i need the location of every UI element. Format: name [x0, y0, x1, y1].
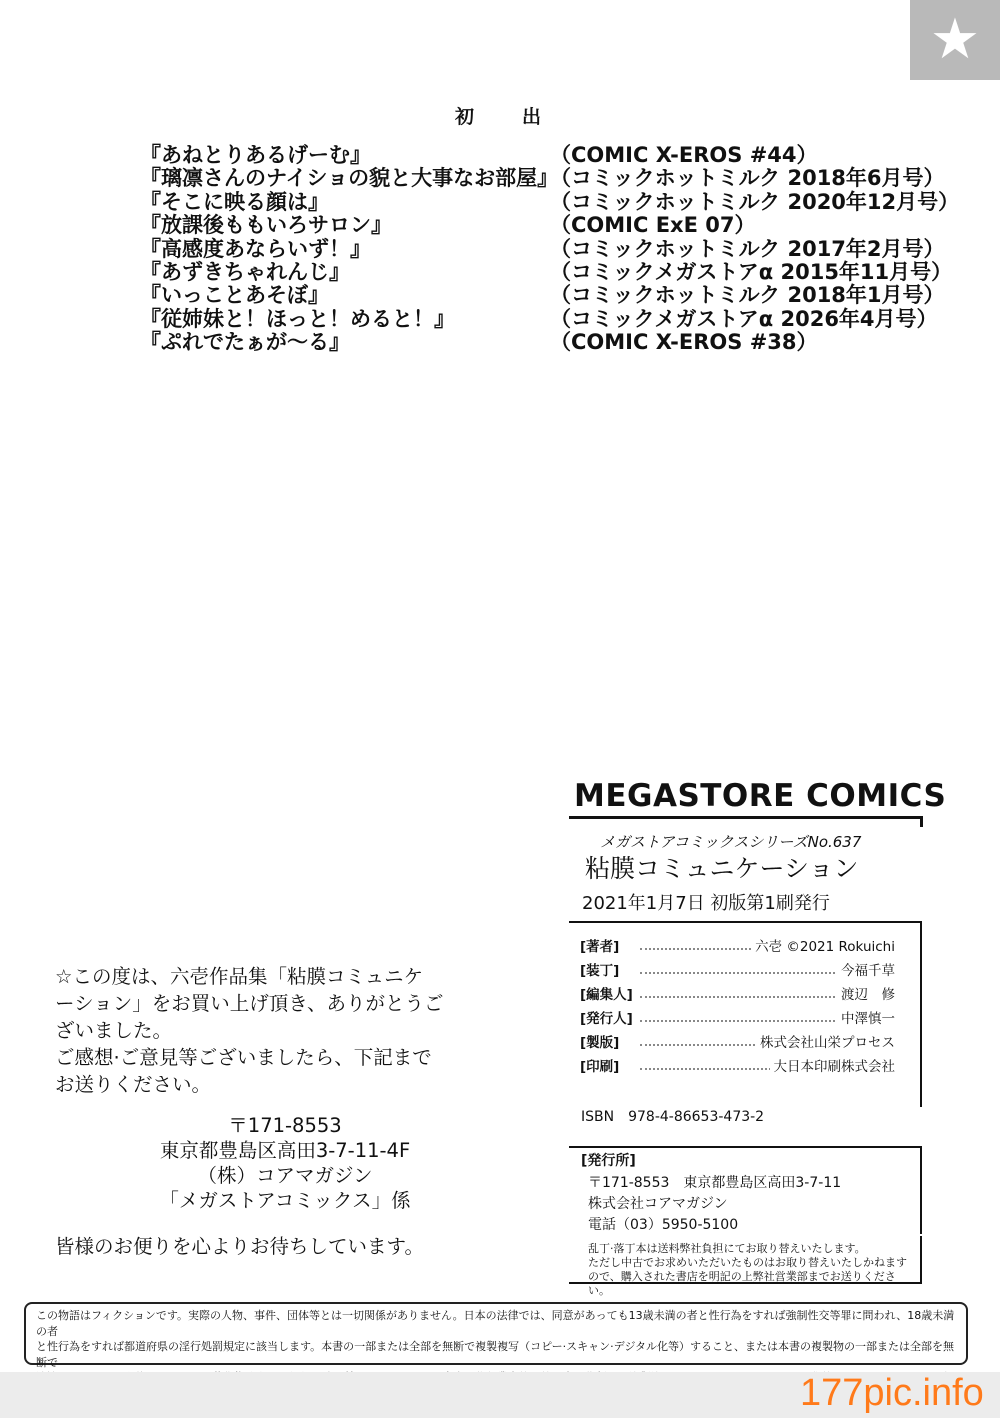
- first-appearance-heading: 初出: [455, 106, 590, 128]
- story-title: 『従姉妹と！ほっと！めると！』: [140, 306, 455, 331]
- story-source: （コミックホットミルク 2018年6月号）: [550, 166, 945, 191]
- credit-role: [装丁]: [580, 963, 620, 979]
- address-line: 「メガストアコミックス」係: [159, 1189, 411, 1212]
- star-icon: ★: [929, 7, 981, 72]
- story-title: 『ぷれでたぁが～る』: [140, 330, 350, 355]
- note-line: 乱丁·落丁本は送料弊社負担にてお取り替えいたします。: [588, 1242, 866, 1255]
- note-line: ので、購入された書店を明記の上弊社営業部までお送りください。: [588, 1270, 896, 1297]
- credit-role: [著者]: [580, 939, 620, 955]
- closing-message: 皆様のお便りを心よりお待ちしています。: [55, 1235, 424, 1258]
- credit-value: 渡辺 修: [837, 984, 895, 1006]
- series-number: メガストアコミックスシリーズNo.637: [600, 833, 862, 851]
- list-item: [140, 214, 920, 237]
- address-line: 東京都豊島区高田3-7-11-4F: [159, 1139, 411, 1162]
- list-item: [140, 259, 953, 284]
- message-line: ざいました。: [55, 1019, 173, 1042]
- story-source: （コミックメガストアα 2026年4月号）: [550, 306, 938, 331]
- story-title: 『そこに映る顔は』: [140, 189, 329, 214]
- story-title: 『璃凛さんのナイショの貌と大事なお部屋』: [140, 166, 559, 191]
- credit-role: [編集人]: [580, 987, 633, 1003]
- list-item: [140, 144, 920, 167]
- credit-value: 今福千草: [837, 960, 895, 982]
- story-title: 『あずきちゃれんじ』: [140, 259, 350, 284]
- story-title: 『放課後ももいろサロン』: [140, 213, 392, 238]
- credit-value: 六壱 ©2021 Rokuichi: [751, 936, 895, 958]
- message-line: お送りください。: [55, 1073, 212, 1096]
- legal-line: と性行為をすれば都道府県の淫行処罰規定に該当します。本書の一部または全部を無断で複製複写（コピー·スキャン·デジタル化等）すること、または本書の複製物の一部または全部を無断で: [36, 1340, 955, 1369]
- first-appearance-list: [140, 143, 960, 355]
- list-item: [140, 166, 945, 191]
- credit-row: [580, 960, 895, 984]
- address-line: （株）コアマガジン: [197, 1164, 373, 1187]
- credit-role: [製版]: [580, 1035, 620, 1051]
- credit-row: [580, 1056, 895, 1080]
- corner-star-box: [910, 0, 1000, 80]
- note-line: ただし中古でお求めいただいたものはお取り替えいたしかねます: [588, 1256, 907, 1269]
- story-title: 『あねとりあるげーむ』: [140, 143, 371, 167]
- list-item: [140, 283, 945, 308]
- publisher-line: 株式会社コアマガジン: [588, 1196, 728, 1212]
- credit-value: 大日本印刷株式会社: [770, 1056, 896, 1078]
- story-source: （コミックメガストアα 2015年11月号）: [550, 259, 953, 284]
- message-line: ☆この度は、六壱作品集「粘膜コミュニケ: [55, 965, 424, 988]
- publisher-line: 〒171-8553 東京都豊島区高田3-7-11: [588, 1175, 842, 1191]
- story-source: （コミックホットミルク 2020年12月号）: [550, 189, 960, 214]
- isbn: ISBN 978-4-86653-473-2: [581, 1109, 765, 1125]
- credit-row: [580, 936, 895, 960]
- credits-list: [580, 936, 895, 1080]
- credit-value: 中澤慎一: [837, 1008, 895, 1030]
- list-item: [140, 331, 920, 354]
- story-title: 『いっことあそぼ』: [140, 283, 329, 308]
- publication-date: 2021年1月7日 初版第1刷発行: [582, 893, 830, 914]
- watermark: 177pic.info: [800, 1372, 984, 1414]
- credit-role: [発行人]: [580, 1011, 633, 1027]
- publisher-heading: [発行所]: [581, 1153, 636, 1169]
- thanks-message: [55, 963, 455, 1098]
- mail-address: [55, 1113, 515, 1213]
- credit-value: 株式会社山栄プロセス: [756, 1032, 895, 1054]
- legal-notice: [24, 1302, 968, 1369]
- story-source: （COMIC X-EROS #44）: [550, 143, 818, 167]
- credit-row: [580, 1032, 895, 1056]
- story-source: （COMIC X-EROS #38）: [550, 330, 818, 355]
- replacement-note: [588, 1242, 908, 1298]
- address-line: 〒171-8553: [228, 1114, 342, 1137]
- story-source: （コミックホットミルク 2018年1月号）: [550, 283, 945, 308]
- divider: [569, 816, 923, 827]
- message-line: ご感想·ご意見等ございましたら、下記まで: [55, 1046, 432, 1069]
- list-item: [140, 306, 938, 331]
- credit-row: [580, 1008, 895, 1032]
- list-item: [140, 236, 945, 261]
- book-title: 粘膜コミュニケーション: [585, 854, 859, 883]
- story-source: （コミックホットミルク 2017年2月号）: [550, 236, 945, 261]
- story-title: 『高感度あならいず！』: [140, 236, 371, 261]
- story-source: （COMIC ExE 07）: [550, 213, 756, 238]
- credit-row: [580, 984, 895, 1008]
- credit-role: [印刷]: [580, 1059, 620, 1075]
- legal-line: この物語はフィクションです。実際の人物、事件、団体等とは一切関係がありません。日本の法律では、同意があっても13歳未満の者と性行為をすれば強制性交等罪に問われ、18歳未満の者: [36, 1309, 955, 1338]
- list-item: [140, 189, 960, 214]
- publisher-line: 電話（03）5950-5100: [588, 1217, 739, 1233]
- message-line: ーション」をお買い上げ頂き、ありがとうご: [55, 992, 444, 1015]
- brand-logo: MEGASTORE COMICS: [574, 778, 947, 814]
